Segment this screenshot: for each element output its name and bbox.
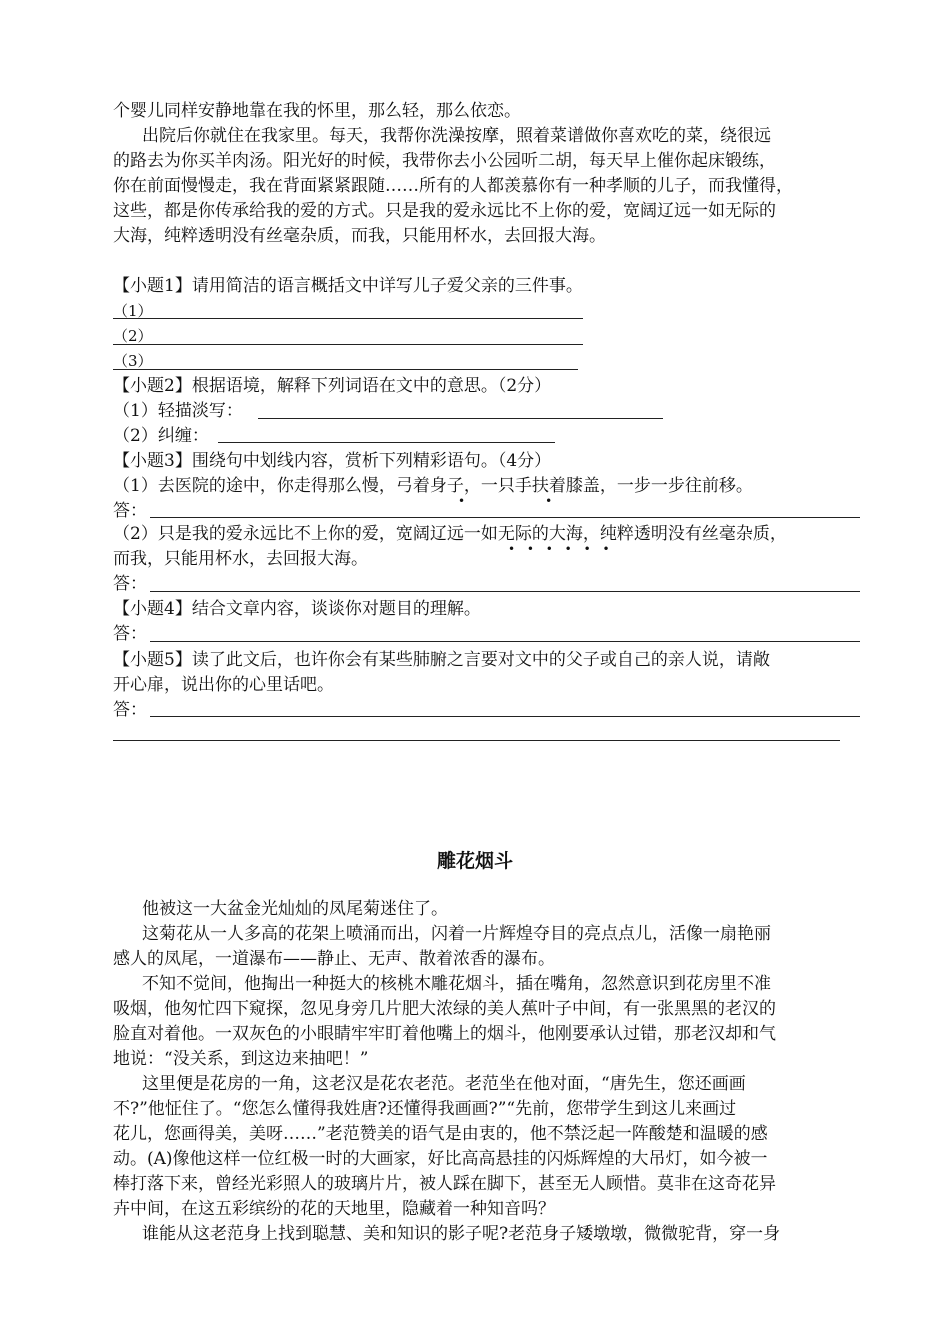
passage2-line-12: 棒打落下来，曾经光彩照人的玻璃片片，被人踩在脚下，甚至无人顾惜。莫非在这奇花异	[113, 1174, 776, 1194]
passage2-line-11: 动。(A)像他这样一位红极一时的大画家，好比高高悬挂的闪烁辉煌的大吊灯，如今被一	[113, 1149, 768, 1169]
q3-answer-label-1: 答：	[113, 501, 147, 521]
passage2-line-8: 这里便是花房的一角，这老汉是花农老范。老范坐在他对面，“唐先生，您还画画	[142, 1074, 746, 1094]
q4-answer-line	[150, 641, 860, 642]
emphasis-dots-2: • • • • • •	[508, 542, 614, 556]
passage2-line-2: 这菊花从一人多高的花架上喷涌而出，闪着一片辉煌夺目的亮点点儿，活像一扇艳丽	[142, 924, 771, 944]
passage2-line-14: 谁能从这老范身上找到聪慧、美和知识的影子呢?老范身子矮墩墩，微微驼背，穿一身	[142, 1224, 781, 1244]
q2-item-2: （2）纠缠：	[113, 426, 209, 446]
passage1-line-3: 的路去为你买羊肉汤。阳光好的时候，我带你去小公园听二胡，每天早上催你起床锻练，	[113, 151, 776, 171]
passage2-line-13: 卉中间，在这五彩缤纷的花的天地里，隐藏着一种知音吗？	[113, 1199, 555, 1219]
question-5-line-2: 开心扉，说出你的心里话吧。	[113, 675, 334, 695]
question-1: 【小题1】请用简洁的语言概括文中详写儿子爱父亲的三件事。	[113, 276, 583, 296]
passage2-line-3: 感人的凤尾，一道瀑布——静止、无声、散着浓香的瀑布。	[113, 949, 555, 969]
passage1-line-4: 你在前面慢慢走，我在背面紧紧跟随……所有的人都羡慕你有一种孝顺的儿子，而我懂得，	[113, 176, 793, 196]
q5-answer-line-2	[113, 740, 840, 741]
q2-answer-line-1	[258, 418, 663, 419]
emphasis-dots-1: • •	[458, 494, 553, 508]
q1-item-1: （1）	[113, 302, 153, 320]
q3-answer-line-1	[150, 517, 860, 518]
q4-answer-label: 答：	[113, 624, 147, 644]
passage2-line-6: 脸直对着他。一双灰色的小眼睛牢牢盯着他嘴上的烟斗，他刚要承认过错，那老汉却和气	[113, 1024, 776, 1044]
q2-answer-line-2	[218, 442, 555, 443]
passage2-line-5: 吸烟，他匆忙四下窥探，忽见身旁几片肥大浓绿的美人蕉叶子中间，有一张黑黑的老汉的	[113, 999, 776, 1019]
question-3: 【小题3】围绕句中划线内容，赏析下列精彩语句。（4分）	[113, 451, 552, 471]
passage2-line-1: 他被这一大盆金光灿灿的凤尾菊迷住了。	[142, 899, 448, 919]
question-2: 【小题2】根据语境，解释下列词语在文中的意思。（2分）	[113, 376, 552, 396]
passage2-title: 雕花烟斗	[436, 850, 513, 872]
passage2-line-9: 不?”他怔住了。“您怎么懂得我姓唐?还懂得我画画?”“先前，您带学生到这儿来画过	[113, 1099, 737, 1119]
passage1-line-2: 出院后你就住在我家里。每天，我帮你洗澡按摩，照着菜谱做你喜欢吃的菜，绕很远	[142, 126, 771, 146]
q1-answer-line-1	[113, 318, 583, 319]
q5-answer-label: 答：	[113, 700, 147, 720]
passage1-line-1: 个婴儿同样安静地靠在我的怀里，那么轻，那么依恋。	[113, 101, 521, 121]
q3-item-2-line-2: 而我，只能用杯水，去回报大海。	[113, 549, 368, 569]
passage2-line-10: 花儿，您画得美，美呀……”老范赞美的语气是由衷的，他不禁泛起一阵酸楚和温暖的感	[113, 1124, 768, 1144]
passage1-line-6: 大海，纯粹透明没有丝毫杂质，而我，只能用杯水，去回报大海。	[113, 226, 606, 246]
q1-item-3: （3）	[113, 352, 153, 370]
q3-answer-line-2	[150, 591, 860, 592]
q1-answer-line-3	[113, 369, 578, 370]
passage2-line-7: 地说：“没关系，到这边来抽吧！”	[113, 1049, 369, 1069]
passage1-line-5: 这些，都是你传承给我的爱的方式。只是我的爱永远比不上你的爱，宽阔辽远一如无际的	[113, 201, 776, 221]
q5-answer-line-1	[150, 716, 860, 717]
q2-item-1: （1）轻描淡写：	[113, 401, 243, 421]
q3-item-1: （1）去医院的途中，你走得那么慢，弓着身子，一只手扶着膝盖，一步一步往前移。	[113, 476, 753, 496]
q3-answer-label-2: 答：	[113, 574, 147, 594]
q1-answer-line-2	[113, 344, 583, 345]
question-5-line-1: 【小题5】读了此文后，也许你会有某些肺腑之言要对文中的父子或自己的亲人说，请敞	[113, 650, 770, 670]
passage2-line-4: 不知不觉间，他掏出一种挺大的核桃木雕花烟斗，插在嘴角，忽然意识到花房里不准	[142, 974, 771, 994]
question-4: 【小题4】结合文章内容，谈谈你对题目的理解。	[113, 599, 481, 619]
q3-item-2-line-1: （2）只是我的爱永远比不上你的爱，宽阔辽远一如无际的大海，纯粹透明没有丝毫杂质，	[113, 524, 787, 544]
q1-item-2: （2）	[113, 327, 153, 345]
